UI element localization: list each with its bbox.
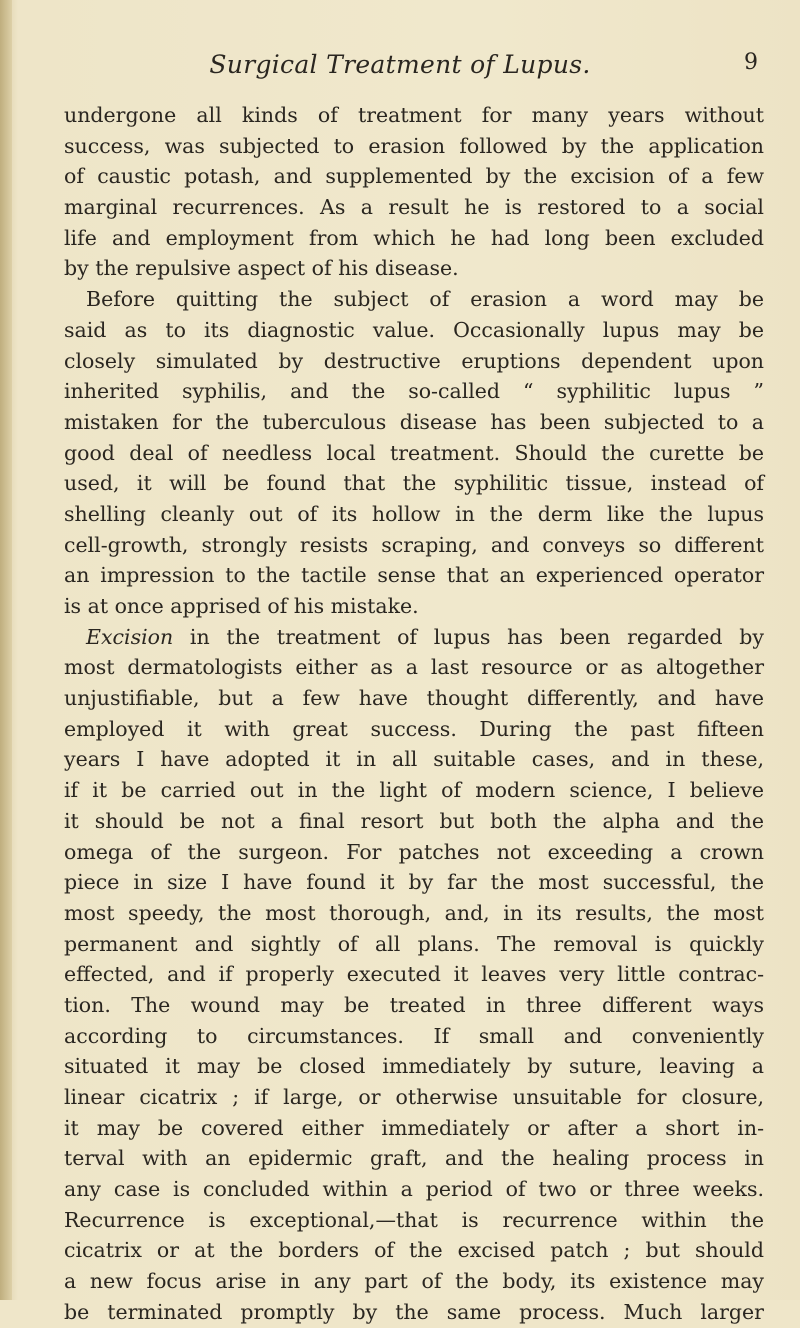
text-line: shelling cleanly out of its hollow in the derm like the lupus: [64, 501, 764, 526]
text-line: undergone all kinds of treatment for many years without: [64, 103, 764, 127]
text-line: cell-growth, strongly resists scraping, and conveys so different: [64, 532, 764, 557]
text-line: terval with an epidermic graft, and the healing process in: [64, 1146, 764, 1171]
page-header: [0, 50, 800, 86]
text-line: used, it will be found that the syphilitic tissue, instead of: [64, 471, 764, 496]
text-line: [64, 622, 764, 653]
page-number: 9: [744, 50, 758, 75]
italic-lead-word: Excision: [86, 624, 174, 649]
text-line: said as to its diagnostic value. Occasionally lupus may be: [64, 317, 764, 342]
text-line: it may be covered either immediately or after a short in-: [64, 1115, 764, 1140]
text-line: marginal recurrences. As a result he is restored to a social: [64, 195, 764, 220]
text-line: good deal of needless local treatment. Should the curette be: [64, 440, 764, 465]
text-line: years I have adopted it in all suitable cases, and in these,: [64, 747, 764, 772]
text-line: by the repulsive aspect of his disease.: [64, 256, 459, 281]
text-line: any case is concluded within a period of two or three weeks.: [64, 1177, 764, 1202]
text-line: effected, and if properly executed it leaves very little contrac-: [64, 962, 764, 987]
text-line: cicatrix or at the borders of the excised patch ; but should: [64, 1238, 764, 1263]
running-title: Surgical Treatment of Lupus.: [209, 50, 591, 79]
text-line: mistaken for the tuberculous disease has been subjected to a: [64, 409, 764, 434]
text-line: piece in size I have found it by far the most successful, the: [64, 870, 764, 895]
text-line: omega of the surgeon. For patches not exceeding a crown: [64, 839, 764, 864]
text-line: is at once apprised of his mistake.: [64, 594, 419, 618]
text-line-rest: in the treatment of lupus has been regarded by: [189, 624, 764, 649]
text-line: it should be not a final resort but both the alpha and the: [64, 808, 764, 833]
text-line: an impression to the tactile sense that an experienced operator: [64, 563, 764, 588]
text-line: employed it with great success. During the past fifteen: [64, 716, 764, 741]
text-line: most speedy, the most thorough, and, in its results, the most: [64, 900, 764, 925]
text-line: unjustifiable, but a few have thought differently, and have: [64, 686, 764, 711]
text-line: a new focus arise in any part of the body, its existence may: [64, 1269, 764, 1294]
text-line: permanent and sightly of all plans. The removal is quickly: [64, 931, 764, 956]
body-text: [64, 100, 764, 1328]
text-line: of caustic potash, and supplemented by the excision of a few: [64, 164, 764, 189]
text-line: situated it may be closed immediately by suture, leaving a: [64, 1054, 764, 1079]
text-line: tion. The wound may be treated in three different ways: [64, 992, 764, 1017]
text-line: if it be carried out in the light of modern science, I believe: [64, 778, 764, 803]
text-line: Recurrence is exceptional,—that is recurrence within the: [64, 1207, 764, 1232]
text-line: Before quitting the subject of erasion a word may be: [86, 287, 764, 312]
text-line: life and employment from which he had long been excluded: [64, 225, 764, 250]
text-line: closely simulated by destructive eruptions dependent upon: [64, 348, 764, 373]
text-line: success, was subjected to erasion followed by the application: [64, 133, 764, 158]
text-line: according to circumstances. If small and conveniently: [64, 1023, 764, 1048]
page-spine-shadow: [0, 0, 12, 1300]
text-line: inherited syphilis, and the so-called “ syphilitic lupus ”: [64, 379, 764, 404]
text-line: most dermatologists either as a last resource or as altogether: [64, 655, 764, 680]
text-line: linear cicatrix ; if large, or otherwise unsuitable for closure,: [64, 1085, 764, 1109]
text-line: be terminated promptly by the same process. Much larger: [64, 1299, 764, 1324]
